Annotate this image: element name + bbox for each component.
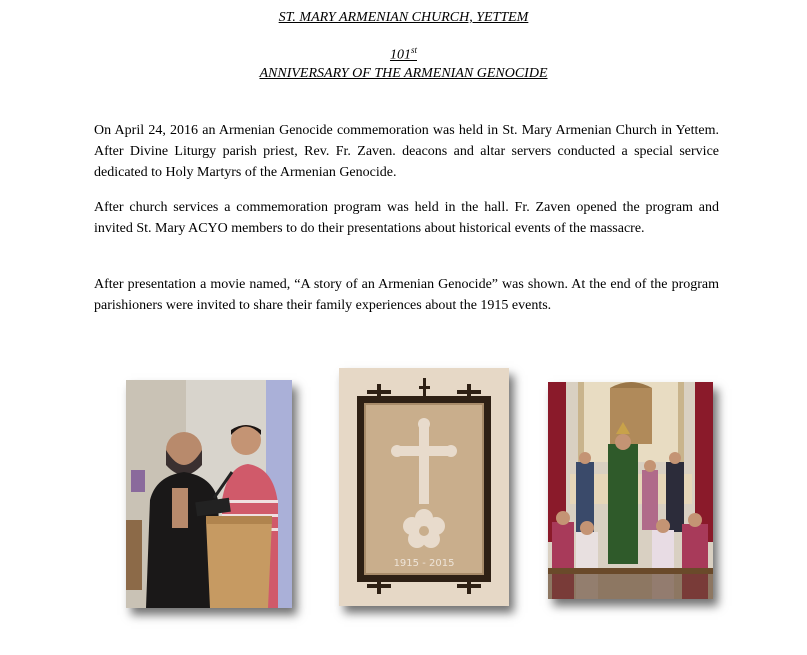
church-title: ST. MARY ARMENIAN CHURCH, YETTEM — [278, 10, 529, 25]
plaque-year-text: 1915 - 2015 — [393, 558, 455, 569]
paragraph-program: After church services a commemoration program was held in the hall. Fr. Zaven opened the program and invited St. Mary ACYO members to do their presentations about historical events of the massacre. — [94, 200, 719, 236]
photo-plaque — [339, 368, 509, 606]
paragraph-commemoration: On April 24, 2016 an Armenian Genocide commemoration was held in St. Mary Armenian Church in Yettem. After Divine Liturgy parish priest, Rev. Fr. Zaven. deacons and altar servers conducted a special service dedicated to Holy Martyrs of the Armenian Genocide. — [94, 123, 719, 180]
anniversary-number-value: 101 — [389, 47, 411, 63]
photo-presentation — [126, 380, 292, 608]
anniversary-number — [0, 45, 807, 64]
photo-church-service — [548, 382, 713, 599]
anniversary-subtitle: ANNIVERSARY OF THE ARMENIAN GENOCIDE — [259, 66, 548, 81]
anniversary-suffix: st — [410, 45, 417, 55]
paragraph-movie: After presentation a movie named, “A story of an Armenian Genocide” was shown. At the end of the program parishioners were invited to share their family experiences about the 1915 events. — [94, 277, 719, 313]
